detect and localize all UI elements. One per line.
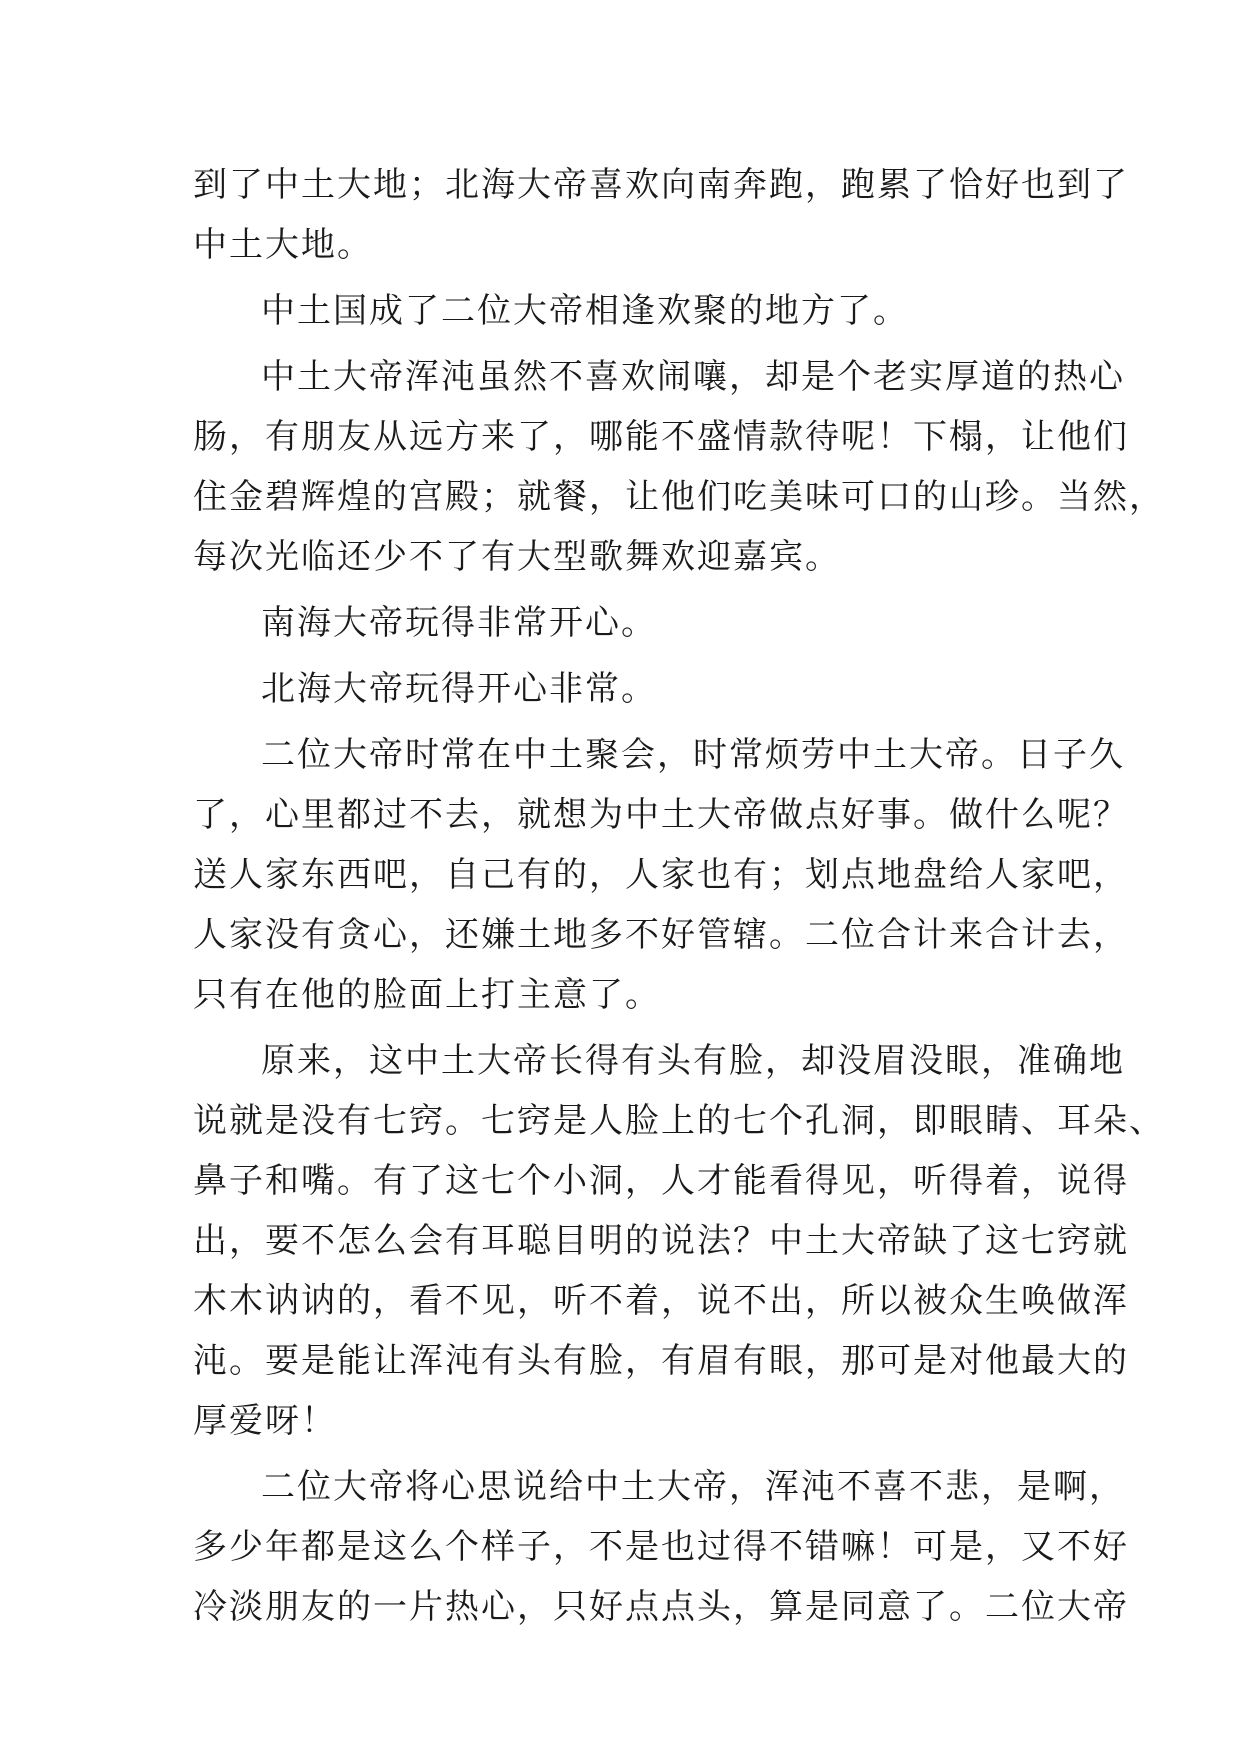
text-line: 二位大帝将心思说给中土大帝，浑沌不喜不悲，是啊， xyxy=(261,1467,1125,1507)
text-line: 住金碧辉煌的宫殿；就餐，让他们吃美味可口的山珍。当然， xyxy=(193,477,1165,517)
text-line: 南海大帝玩得非常开心。 xyxy=(261,603,657,643)
text-line: 多少年都是这么个样子，不是也过得不错嘛！可是，又不好 xyxy=(193,1527,1129,1567)
text-line: 了，心里都过不去，就想为中土大帝做点好事。做什么呢？ xyxy=(193,795,1129,835)
text-line: 肠，有朋友从远方来了，哪能不盛情款待呢！下榻，让他们 xyxy=(193,417,1129,457)
text-line: 沌。要是能让浑沌有头有脸，有眉有眼，那可是对他最大的 xyxy=(193,1341,1129,1381)
text-line: 送人家东西吧，自己有的，人家也有；划点地盘给人家吧， xyxy=(193,855,1129,895)
text-line: 中土大帝浑沌虽然不喜欢闹嚷，却是个老实厚道的热心 xyxy=(261,357,1125,397)
document-body xyxy=(193,155,1165,1637)
text-line: 冷淡朋友的一片热心，只好点点头，算是同意了。二位大帝 xyxy=(193,1587,1129,1627)
text-line: 只有在他的脸面上打主意了。 xyxy=(193,975,661,1015)
text-line: 北海大帝玩得开心非常。 xyxy=(261,669,657,709)
text-line: 二位大帝时常在中土聚会，时常烦劳中土大帝。日子久 xyxy=(261,735,1125,775)
text-line: 中土国成了二位大帝相逢欢聚的地方了。 xyxy=(261,291,909,331)
text-line: 鼻子和嘴。有了这七个小洞，人才能看得见，听得着，说得 xyxy=(193,1161,1129,1201)
text-line: 厚爱呀！ xyxy=(193,1401,337,1441)
text-line: 中土大地。 xyxy=(193,225,373,265)
text-line: 人家没有贪心，还嫌土地多不好管辖。二位合计来合计去， xyxy=(193,915,1129,955)
text-line: 说就是没有七窍。七窍是人脸上的七个孔洞，即眼睛、耳朵、 xyxy=(193,1101,1165,1141)
text-line: 出，要不怎么会有耳聪目明的说法？中土大帝缺了这七窍就 xyxy=(193,1221,1129,1261)
text-line: 每次光临还少不了有大型歌舞欢迎嘉宾。 xyxy=(193,537,841,577)
text-line: 到了中土大地；北海大帝喜欢向南奔跑，跑累了恰好也到了 xyxy=(193,165,1129,205)
text-line: 木木讷讷的，看不见，听不着，说不出，所以被众生唤做浑 xyxy=(193,1281,1129,1321)
text-line: 原来，这中土大帝长得有头有脸，却没眉没眼，准确地 xyxy=(261,1041,1125,1081)
